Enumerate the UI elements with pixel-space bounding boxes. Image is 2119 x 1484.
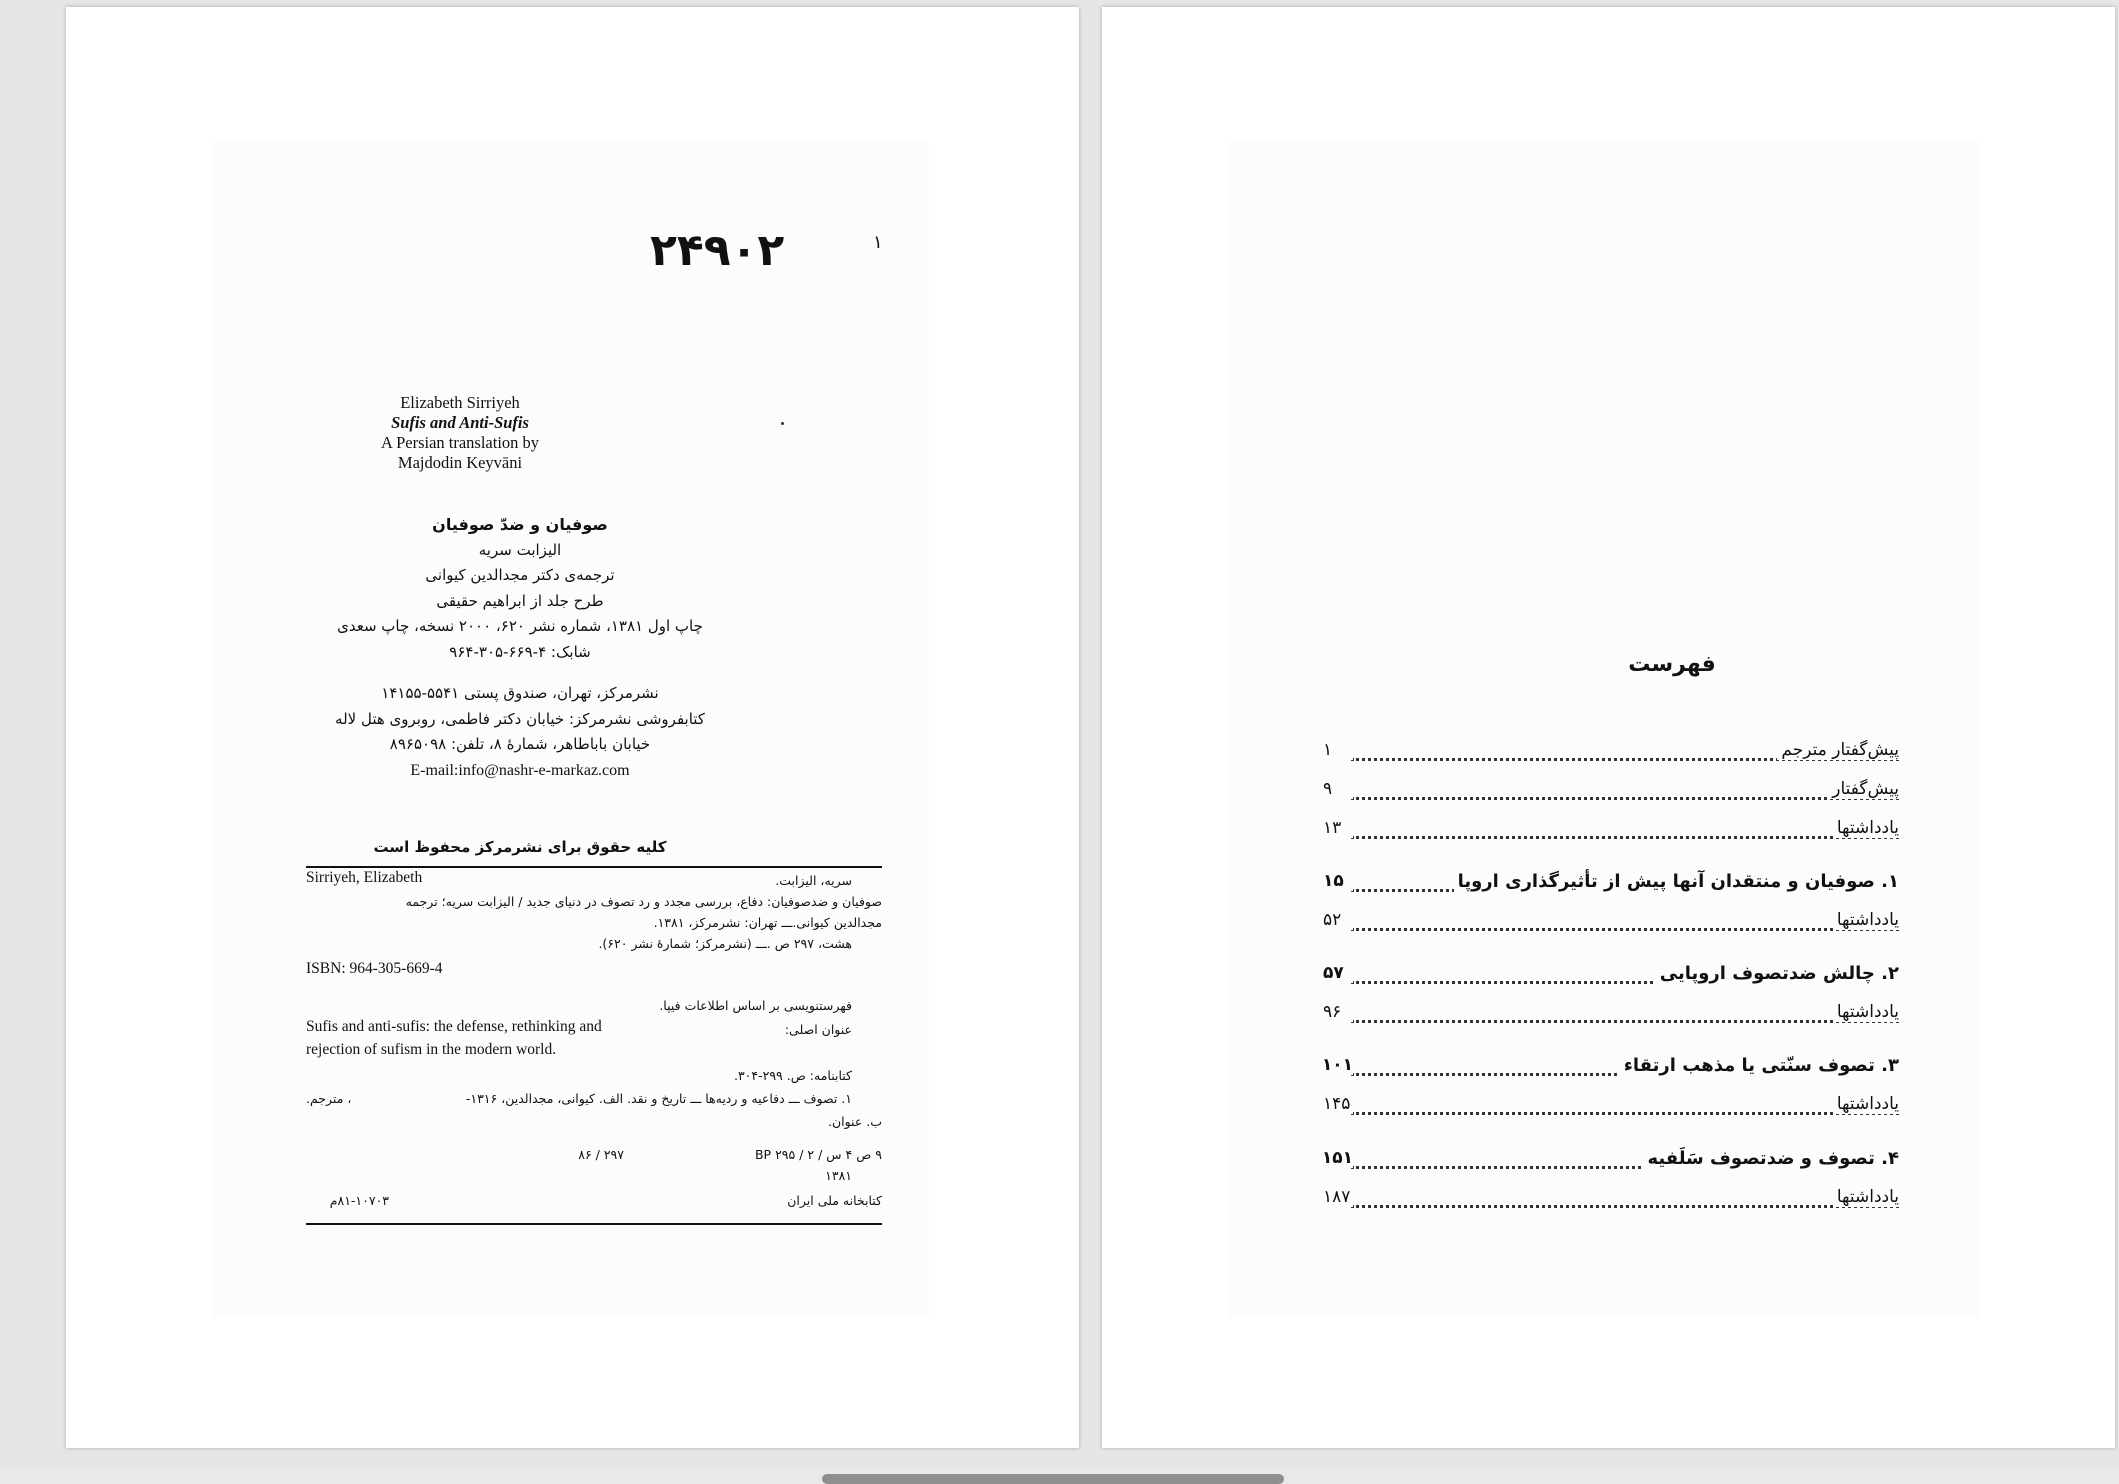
toc-leader-dots bbox=[1351, 822, 1899, 839]
cat-title-entry: ب. عنوان. bbox=[827, 1114, 882, 1129]
english-translator: Majdodin Keyvāni bbox=[397, 453, 523, 472]
toc-entry-page: ۱ bbox=[1323, 740, 1353, 760]
toc-entry bbox=[1323, 910, 1899, 940]
toc-entry-page: ۱۵۱ bbox=[1321, 1148, 1353, 1168]
catalog-number: ۲۴۹۰۲ bbox=[650, 225, 785, 276]
cat-author-fa: سریه، الیزابت. bbox=[775, 873, 852, 888]
cat-title-line-3: هشت، ۲۹۷ ص .ـــ (نشرمرکز؛ شمارهٔ نشر ۶۲۰). bbox=[598, 936, 852, 951]
cat-fipa-note: فهرستنویسی بر اساس اطلاعات فیپا. bbox=[659, 998, 852, 1013]
cat-control-number: ۸۱-۱۰۷۰۳م bbox=[329, 1193, 389, 1208]
publisher-block bbox=[300, 681, 740, 783]
right-page bbox=[1102, 7, 2115, 1448]
toc-entry bbox=[1323, 740, 1899, 770]
toc-chapter-entry bbox=[1323, 963, 1899, 993]
toc-entry-label: پیش‌گفتار bbox=[1828, 779, 1899, 799]
toc-entry-label: ۱. صوفیان و منتقدان آنها پیش از تأثیرگذاری اروپا bbox=[1454, 871, 1899, 892]
persian-author: الیزابت سریه bbox=[478, 540, 562, 559]
toc-leader-dots bbox=[1351, 1191, 1899, 1208]
toc-leader-dots bbox=[1351, 1006, 1899, 1023]
catalog-bottom-rule bbox=[306, 1223, 882, 1225]
scan-speck bbox=[781, 422, 784, 425]
english-title-block bbox=[270, 393, 650, 473]
horizontal-scrollbar-thumb[interactable] bbox=[822, 1474, 1284, 1484]
toc-entry-label: یادداشتها bbox=[1833, 910, 1899, 930]
toc-entry-label: پیش‌گفتار مترجم bbox=[1777, 740, 1899, 760]
english-translation-line: A Persian translation by bbox=[380, 433, 540, 452]
cat-year: ۱۳۸۱ bbox=[825, 1168, 852, 1183]
english-title: Sufis and Anti-Sufis bbox=[391, 413, 529, 432]
toc-entry-label: یادداشتها bbox=[1833, 818, 1899, 838]
toc-entry bbox=[1323, 818, 1899, 848]
toc-entry-page: ۵۲ bbox=[1323, 910, 1353, 930]
cat-library: کتابخانه ملی ایران bbox=[787, 1193, 882, 1208]
toc-entry bbox=[1323, 779, 1899, 809]
toc-entry-page: ۵۷ bbox=[1323, 963, 1353, 983]
cat-isbn: ISBN: 964-305-669-4 bbox=[306, 960, 443, 977]
persian-edition: چاپ اول ۱۳۸۱، شماره نشر ۶۲۰، ۲۰۰۰ نسخه، چاپ سعدی bbox=[337, 617, 703, 635]
cat-original-title-1: Sufis and anti-sufis: the defense, rethinking and bbox=[306, 1018, 602, 1035]
toc-entry bbox=[1323, 1002, 1899, 1032]
toc-entry-page: ۱۵ bbox=[1323, 871, 1353, 891]
toc-entry-label: ۳. تصوف سنّتی یا مذهب ارتقاء bbox=[1620, 1055, 1899, 1076]
toc-entry bbox=[1323, 1094, 1899, 1124]
publisher-line-3: خیابان باباطاهر، شمارهٔ ۸، تلفن: ۸۹۶۵۰۹۸ bbox=[389, 735, 651, 753]
cat-title-line-2: مجدالدین کیوانی.ـــ تهران: نشرمرکز، ۱۳۸۱. bbox=[653, 915, 882, 930]
right-page-scan bbox=[1227, 142, 1979, 1317]
toc-entry-page: ۱۴۵ bbox=[1323, 1094, 1353, 1114]
cat-author-en: Sirriyeh, Elizabeth bbox=[306, 869, 423, 886]
cat-original-title-2: rejection of sufism in the modern world. bbox=[306, 1041, 557, 1058]
toc-chapter-entry bbox=[1323, 871, 1899, 901]
cat-bibliography: کتابنامه: ص. ۲۹۹-۳۰۴. bbox=[733, 1068, 852, 1083]
cat-classification: ۹ ص ۴ س / ۲ / ۲۹۵ BP bbox=[754, 1147, 882, 1162]
toc-entry-label: ۲. چالش ضدتصوف اروپایی bbox=[1656, 963, 1899, 984]
catalog-mark: ۱ bbox=[873, 232, 883, 253]
cat-translator-role: ، مترجم. bbox=[306, 1091, 352, 1106]
toc-leader-dots bbox=[1351, 1098, 1899, 1115]
toc-chapter-entry bbox=[1323, 1148, 1899, 1178]
rights-notice: کلیه حقوق برای نشرمرکز محفوظ است bbox=[373, 838, 667, 856]
toc-entry-page: ۱۳ bbox=[1323, 818, 1353, 838]
toc-entry-label: ۴. تصوف و ضدتصوف سَلَفیه bbox=[1643, 1148, 1899, 1169]
toc-entry-label: یادداشتها bbox=[1833, 1187, 1899, 1207]
publisher-line-2: کتابفروشی نشرمرکز: خیابان دکتر فاطمی، روبروی هتل لاله bbox=[335, 709, 705, 728]
persian-translator: ترجمه‌ی دکتر مجدالدین کیوانی bbox=[425, 566, 615, 584]
toc-chapter-entry bbox=[1323, 1055, 1899, 1085]
persian-isbn: شابک: ۴-۶۶۹-۳۰۵-۹۶۴ bbox=[449, 642, 591, 661]
toc-entry-page: ۱۸۷ bbox=[1323, 1187, 1353, 1207]
persian-title: صوفیان و ضدّ صوفیان bbox=[432, 515, 608, 534]
cat-title-line-1: صوفیان و ضدصوفیان: دفاع، بررسی مجدد و رد تصوف در دنیای جدید / الیزابت سریه؛ ترجمه bbox=[405, 894, 882, 909]
toc-leader-dots bbox=[1351, 783, 1899, 800]
cat-dewey: ۲۹۷ / ۸۶ bbox=[578, 1147, 624, 1162]
toc-entry-page: ۹ bbox=[1323, 779, 1353, 799]
persian-cover-designer: طرح جلد از ابراهیم حقیقی bbox=[436, 591, 604, 610]
cat-original-title-label: عنوان اصلی: bbox=[784, 1022, 852, 1037]
catalog-top-rule bbox=[306, 866, 882, 868]
toc-entry bbox=[1323, 1187, 1899, 1217]
toc-entry-page: ۱۰۱ bbox=[1321, 1055, 1353, 1075]
publisher-line-1: نشرمرکز، تهران، صندوق پستی ۵۵۴۱-۱۴۱۵۵ bbox=[381, 684, 659, 702]
persian-title-block bbox=[300, 512, 740, 665]
english-author: Elizabeth Sirriyeh bbox=[400, 393, 520, 412]
toc-entry-label: یادداشتها bbox=[1833, 1094, 1899, 1114]
toc-entry-page: ۹۶ bbox=[1323, 1002, 1353, 1022]
toc-leader-dots bbox=[1351, 914, 1899, 931]
toc-entry-label: یادداشتها bbox=[1833, 1002, 1899, 1022]
cat-subject: ۱. تصوف ـــ دفاعیه و ردیه‌ها ـــ تاریخ و نقد. الف. کیوانی، مجدالدین، ۱۳۱۶- bbox=[465, 1091, 852, 1106]
toc-title: فهرست bbox=[1628, 652, 1716, 677]
publisher-email: E-mail:info@nashr-e-markaz.com bbox=[410, 761, 630, 779]
